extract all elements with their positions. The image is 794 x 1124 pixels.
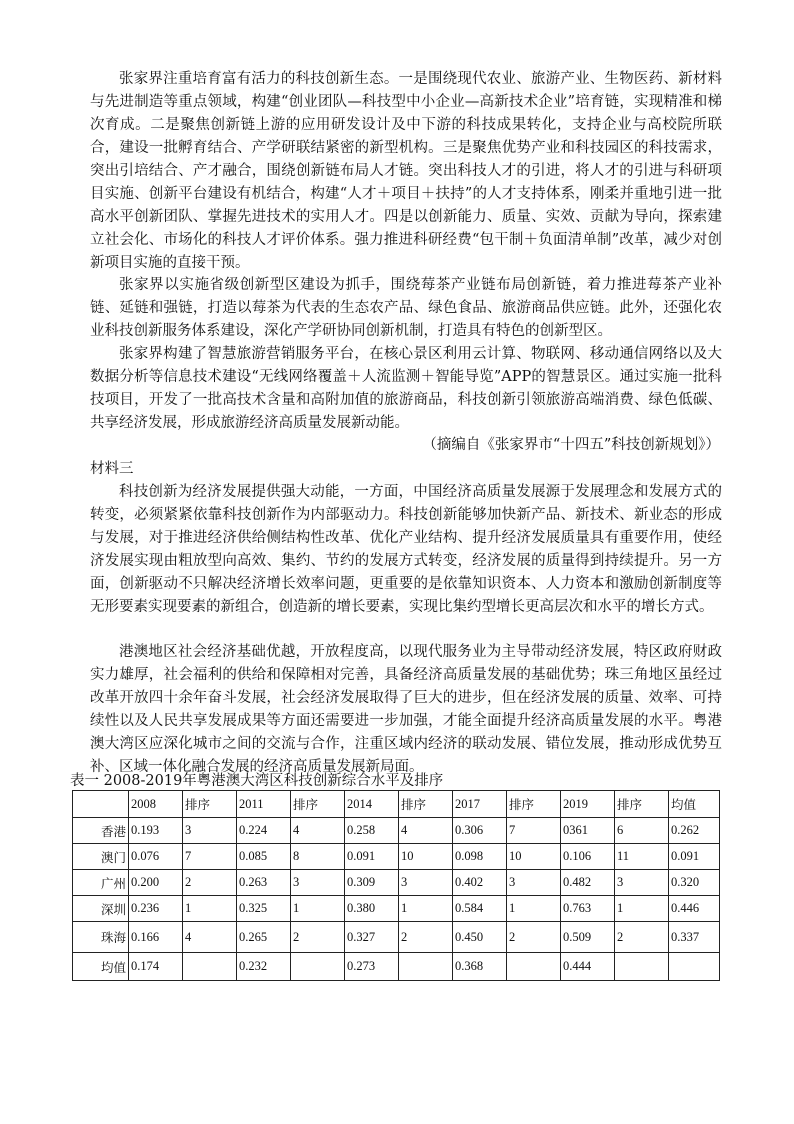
data-cell: 0.224 [237,818,291,844]
table-row [73,818,720,844]
row-label-cell: 香港 [73,818,129,844]
data-cell: 0.444 [561,953,615,981]
data-cell: 0.402 [453,870,507,896]
data-cell: 0.273 [345,953,399,981]
data-cell [183,953,237,981]
header-cell: 2008 [129,791,183,818]
data-cell: 0.262 [669,818,720,844]
header-cell: 2019 [561,791,615,818]
data-cell: 2 [291,922,345,953]
source-citation: （摘编自《张家界市“十四五”科技创新规划》） [422,437,720,453]
data-cell: 0.763 [561,896,615,922]
row-label-cell: 均值 [73,953,129,981]
data-cell: 0.482 [561,870,615,896]
data-cell [291,953,345,981]
table-row [73,953,720,981]
data-cell: 0.446 [669,896,720,922]
data-cell: 0.584 [453,896,507,922]
data-cell: 1 [399,896,453,922]
data-cell: 0.327 [345,922,399,953]
data-cell: 0.320 [669,870,720,896]
data-cell: 4 [291,818,345,844]
data-cell: 1 [615,896,669,922]
data-cell [399,953,453,981]
table-caption: 表一 2008-2019年粤港澳大湾区科技创新综合水平及排序 [70,773,444,789]
row-label-cell: 深圳 [73,896,129,922]
data-cell: 3 [507,870,561,896]
data-cell: 0.265 [237,922,291,953]
data-cell: 7 [183,844,237,870]
header-cell: 排序 [291,791,345,818]
data-cell: 4 [399,818,453,844]
data-cell: 0.098 [453,844,507,870]
table-header-row [73,791,720,818]
data-cell: 0.232 [237,953,291,981]
data-cell: 0361 [561,818,615,844]
data-cell: 0.368 [453,953,507,981]
data-cell [615,953,669,981]
data-cell: 10 [507,844,561,870]
table-row [73,870,720,896]
innovation-ranking-table [72,790,720,981]
data-cell: 1 [507,896,561,922]
data-cell: 0.309 [345,870,399,896]
header-cell: 2011 [237,791,291,818]
data-cell: 0.509 [561,922,615,953]
data-cell: 0.091 [669,844,720,870]
row-label-cell: 澳门 [73,844,129,870]
data-cell: 3 [183,818,237,844]
data-cell: 2 [507,922,561,953]
data-cell: 0.306 [453,818,507,844]
row-label-cell: 珠海 [73,922,129,953]
data-cell: 0.325 [237,896,291,922]
data-cell: 0.174 [129,953,183,981]
header-cell: 排序 [183,791,237,818]
data-cell: 6 [615,818,669,844]
table-row [73,896,720,922]
data-cell: 0.076 [129,844,183,870]
paragraph-tea-industry: 张家界以实施省级创新型区建设为抓手，围绕莓茶产业链布局创新链，着力推进莓茶产业补链、延链和强链，打造以莓茶为代表的生态农产品、绿色食品、旅游商品供应链。此外，还强化农业科技创新服务体系建设，深化产学研协同创新机制，打造具有特色的创新型区。 [90,277,722,339]
data-cell: 4 [183,922,237,953]
data-cell: 0.085 [237,844,291,870]
data-cell: 0.380 [345,896,399,922]
header-cell: 2014 [345,791,399,818]
data-cell: 1 [183,896,237,922]
header-cell: 2017 [453,791,507,818]
section-heading-material-three: 材料三 [90,461,134,477]
data-cell: 0.166 [129,922,183,953]
data-cell: 8 [291,844,345,870]
data-cell: 2 [615,922,669,953]
data-cell: 0.337 [669,922,720,953]
data-cell: 3 [291,870,345,896]
data-cell: 7 [507,818,561,844]
data-cell: 10 [399,844,453,870]
table-row [73,922,720,953]
row-label-cell: 广州 [73,870,129,896]
data-cell: 3 [615,870,669,896]
data-cell: 0.106 [561,844,615,870]
data-cell: 3 [399,870,453,896]
header-cell: 排序 [615,791,669,818]
data-cell: 2 [183,870,237,896]
data-cell: 0.193 [129,818,183,844]
data-cell: 0.200 [129,870,183,896]
data-cell: 0.258 [345,818,399,844]
header-cell: 排序 [399,791,453,818]
paragraph-innovation-driver: 科技创新为经济发展提供强大动能，一方面，中国经济高质量发展源于发展理念和发展方式的转变，必须紧紧依靠科技创新作为内部驱动力。科技创新能够加快新产品、新技术、新业态的形成与发展，对于推进经济供给侧结构性改革、优化产业结构、提升经济发展质量具有重要作用，使经济发展实现由粗放型向高效、集约、节约的发展方式转变，经济发展的质量得到持续提升。另一方面，创新驱动不只解决经济增长效率问题，更重要的是依靠知识资本、人力资本和激励创新制度等无形要素实现要素的新组合，创造新的增长要素，实现比集约型增长更高层次和水平的增长方式。 [90,484,722,615]
header-cell: 均值 [669,791,720,818]
data-cell: 2 [399,922,453,953]
paragraph-smart-tourism: 张家界构建了智慧旅游营销服务平台，在核心景区利用云计算、物联网、移动通信网络以及大数据分析等信息技术建设“无线网络覆盖＋人流监测＋智能导览”APP的智慧景区。通过实施一批科技项目，开发了一批高技术含量和高附加值的旅游商品，科技创新引领旅游高端消费、绿色低碳、共享经济发展，形成旅游经济高质量发展新动能。 [90,346,722,431]
data-cell: 0.263 [237,870,291,896]
data-cell: 0.236 [129,896,183,922]
header-corner-cell [73,791,129,818]
data-cell [669,953,720,981]
paragraph-tech-ecosystem: 张家界注重培育富有活力的科技创新生态。一是围绕现代农业、旅游产业、生物医药、新材料与先进制造等重点领域，构建“创业团队—科技型中小企业—高新技术企业”培育链，实现精准和梯次育成。二是聚焦创新链上游的应用研发设计及中下游的科技成果转化，支持企业与高校院所联合，建设一批孵育结合、产学研联结紧密的新型机构。三是聚焦优势产业和科技园区的科技需求，突出引培结合、产才融合，围绕创新链布局人才链。突出科技人才的引进，将人才的引进与科研项目实施、创新平台建设有机结合，构建“人才＋项目＋扶持”的人才支持体系，刚柔并重地引进一批高水平创新团队、掌握先进技术的实用人才。四是以创新能力、质量、实效、贡献为导向，探索建立社会化、市场化的科技人才评价体系。强力推进科研经费“包干制＋负面清单制”改革，减少对创新项目实施的直接干预。 [90,71,722,271]
data-cell: 1 [291,896,345,922]
data-cell [507,953,561,981]
header-cell: 排序 [507,791,561,818]
data-cell: 0.450 [453,922,507,953]
data-cell: 11 [615,844,669,870]
table-row [73,844,720,870]
data-cell: 0.091 [345,844,399,870]
paragraph-gba-region: 港澳地区社会经济基础优越，开放程度高，以现代服务业为主导带动经济发展，特区政府财政实力雄厚，社会福利的供给和保障相对完善，具备经济高质量发展的基础优势；珠三角地区虽经过改革开放四十余年奋斗发展，社会经济发展取得了巨大的进步，但在经济发展的质量、效率、可持续性以及人民共享发展成果等方面还需要进一步加强，才能全面提升经济高质量发展的水平。粤港澳大湾区应深化城市之间的交流与合作，注重区域内经济的联动发展、错位发展，推动形成优势互补、区域一体化融合发展的经济高质量发展新局面。 [90,644,722,775]
